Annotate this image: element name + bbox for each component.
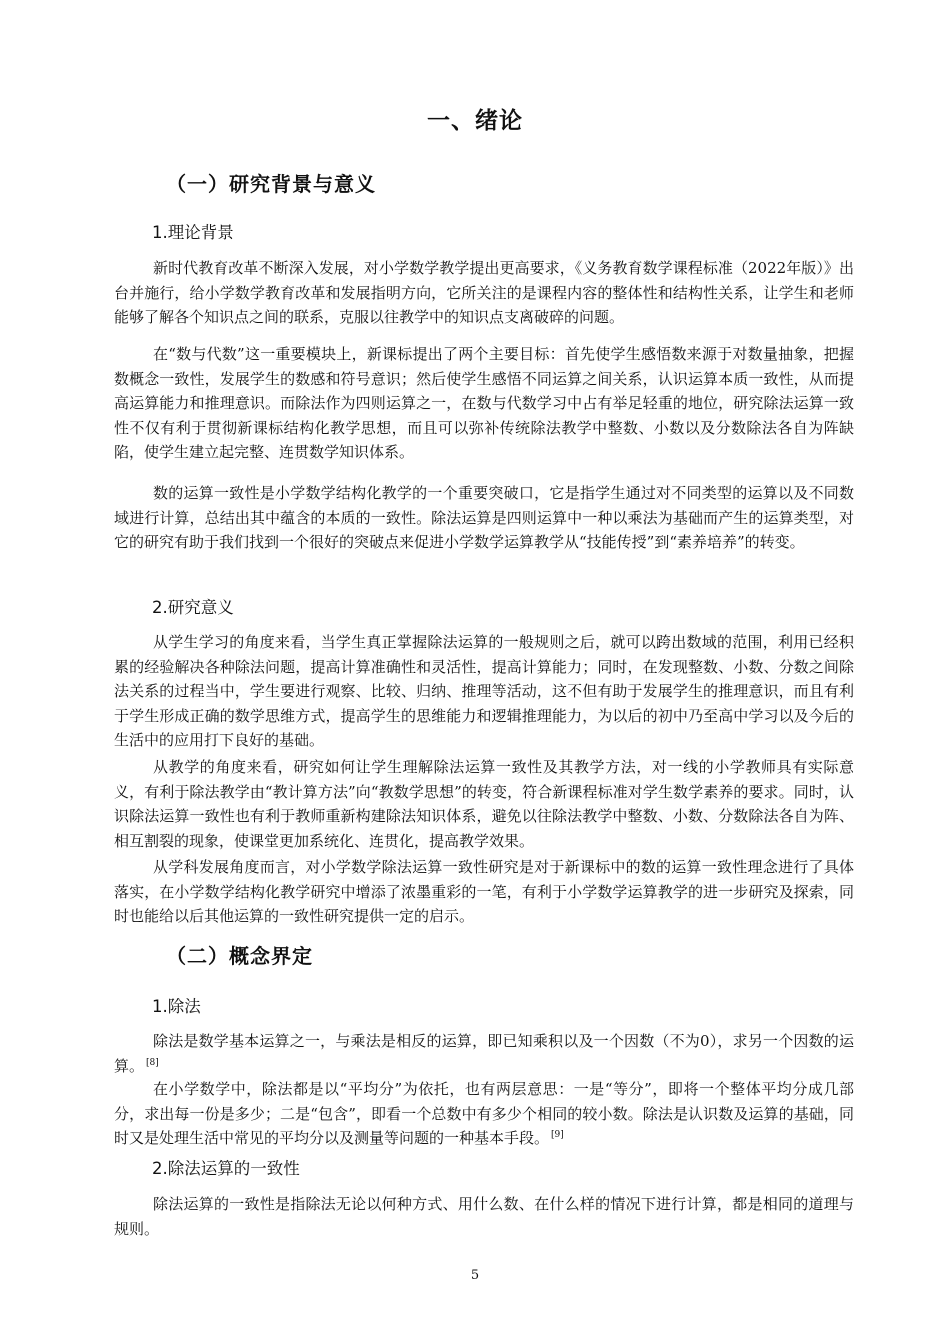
paragraph: 数的运算一致性是小学数学结构化教学的一个重要突破口，它是指学生通过对不同类型的运算以及不同数域进行计算，总结出其中蕴含的本质的一致性。除法运算是四则运算中一种以乘法为基础而产生的运算类型，对它的研究有助于我们找到一个很好的突破点来促进小学数学运算教学从“技能传授”到“素养培养”的转变。 xyxy=(114,484,854,551)
subsection-heading-significance: 2.研究意义 xyxy=(152,598,234,617)
paragraph: 从学生学习的角度来看，当学生真正掌握除法运算的一般规则之后，就可以跨出数域的范围，利用已经积累的经验解决各种除法问题，提高计算准确性和灵活性，提高计算能力；同时，在发现整数、小数、分数之间除法关系的过程当中，学生要进行观察、比较、归纳、推理等活动，这不但有助于发展学生的推理意识，而且有利于学生形成正确的数学思维方式，提高学生的思维能力和逻辑推理能力，为以后的初中乃至高中学习以及今后的生活中的应用打下良好的基础。 xyxy=(114,633,854,749)
chapter-title: 一、绪论 xyxy=(427,108,523,134)
paragraph: 除法运算的一致性是指除法无论以何种方式、用什么数、在什么样的情况下进行计算，都是相同的道理与规则。 xyxy=(114,1195,854,1238)
section-heading-definitions: （二）概念界定 xyxy=(166,944,313,968)
paragraph-text: 在小学数学中，除法都是以“平均分”为依托，也有两层意思：一是“等分”，即将一个整体平均分成几部分，求出每一份是多少；二是“包含”，即看一个总数中有多少个相同的较小数。除法是认识数及运算的基础，同时又是处理生活中常见的平均分以及测量等问题的一种基本手段。 xyxy=(114,1080,854,1147)
paragraph: 从教学的角度来看，研究如何让学生理解除法运算一致性及其教学方法，对一线的小学教师具有实际意义，有利于除法教学由“教计算方法”向“教数学思想”的转变，符合新课程标准对学生数学素养的要求。同时，认识除法运算一致性也有利于教师重新构建除法知识体系，避免以往除法教学中整数、小数、分数除法各自为阵、相互割裂的现象，使课堂更加系统化、连贯化，提高教学效果。 xyxy=(114,758,854,850)
paragraph: 从学科发展角度而言，对小学数学除法运算一致性研究是对于新课标中的数的运算一致性理念进行了具体落实，在小学数学结构化教学研究中增添了浓墨重彩的一笔，有利于小学数学运算教学的进一步研究及探索，同时也能给以后其他运算的一致性研究提供一定的启示。 xyxy=(114,858,854,925)
subsection-heading-theory: 1.理论背景 xyxy=(152,223,234,242)
paragraph xyxy=(114,1029,854,1078)
paragraph: 新时代教育改革不断深入发展，对小学数学教学提出更高要求，《义务教育数学课程标准（2022年版）》出台并施行，给小学数学教育改革和发展指明方向，它所关注的是课程内容的整体性和结构性关系，让学生和老师能够了解各个知识点之间的联系，克服以往教学中的知识点支离破碎的问题。 xyxy=(114,259,854,326)
paragraph: 在“数与代数”这一重要模块上，新课标提出了两个主要目标：首先使学生感悟数来源于对数量抽象，把握数概念一致性，发展学生的数感和符号意识；然后使学生感悟不同运算之间关系，认识运算本质一致性，从而提高运算能力和推理意识。而除法作为四则运算之一，在数与代数学习中占有举足轻重的地位，研究除法运算一致性不仅有利于贯彻新课标结构化教学思想，而且可以弥补传统除法教学中整数、小数以及分数除法各自为阵缺陷，使学生建立起完整、连贯数学知识体系。 xyxy=(114,345,854,461)
subsection-heading-consistency: 2.除法运算的一致性 xyxy=(152,1159,300,1178)
citation-ref: [8] xyxy=(146,1057,159,1068)
section-heading-background: （一）研究背景与意义 xyxy=(166,172,376,196)
subsection-heading-division: 1.除法 xyxy=(152,997,201,1016)
paragraph xyxy=(114,1077,854,1151)
page-number: 5 xyxy=(470,1268,480,1283)
citation-ref: [9] xyxy=(551,1130,564,1140)
paragraph-text: 除法是数学基本运算之一，与乘法是相反的运算，即已知乘积以及一个因数（不为0），求另一个因数的运算。 xyxy=(114,1032,854,1075)
